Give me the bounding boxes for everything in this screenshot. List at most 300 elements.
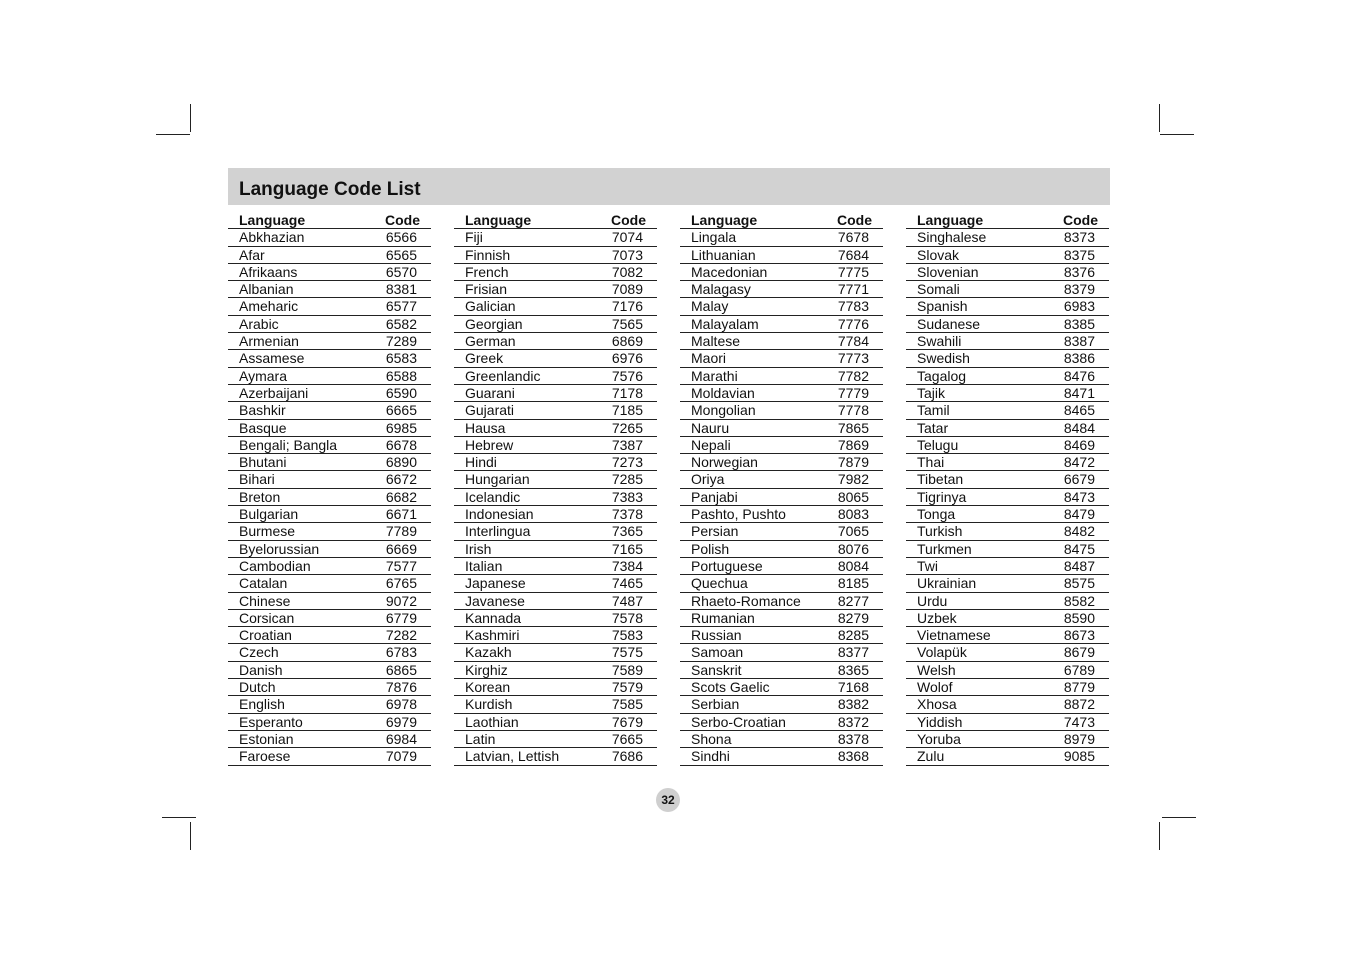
language-code: 7185: [611, 402, 643, 419]
language-code: 7089: [611, 281, 643, 298]
language-name: Malay: [691, 298, 729, 315]
table-row: [906, 627, 1109, 644]
table-row: [454, 627, 657, 644]
language-name: Hebrew: [465, 436, 514, 453]
table-column: [680, 212, 883, 766]
language-code: 7982: [837, 471, 869, 488]
language-code: 7773: [837, 350, 869, 367]
language-name: Tatar: [917, 419, 949, 436]
language-name: Basque: [239, 419, 287, 436]
language-name: Moldavian: [691, 384, 755, 401]
language-code: 8386: [1063, 350, 1095, 367]
table-row: [228, 247, 431, 264]
language-code: 8465: [1063, 402, 1095, 419]
language-name: Swahili: [917, 333, 962, 350]
language-code: 8471: [1063, 384, 1095, 401]
table-row: [906, 558, 1109, 575]
language-code: 7285: [611, 471, 643, 488]
table-row: [680, 644, 883, 661]
table-row: [228, 593, 431, 610]
language-code: 7065: [837, 523, 869, 540]
language-name: Turkmen: [917, 540, 972, 557]
language-name: Tonga: [917, 506, 956, 523]
table-row: [680, 714, 883, 731]
table-row: [454, 696, 657, 713]
language-name: Burmese: [239, 523, 296, 540]
language-code: 8381: [385, 281, 417, 298]
table-row: [906, 229, 1109, 246]
language-code: 6682: [385, 488, 417, 505]
language-name: Kannada: [465, 609, 522, 626]
language-name: Afar: [239, 246, 265, 263]
column-header: [228, 212, 431, 229]
language-name: Corsican: [239, 609, 295, 626]
language-code: 7487: [611, 592, 643, 609]
language-code: 7465: [611, 575, 643, 592]
language-code: 7784: [837, 333, 869, 350]
table-row: [228, 368, 431, 385]
language-name: Malayalam: [691, 315, 759, 332]
language-code: 8375: [1063, 246, 1095, 263]
table-row: [228, 454, 431, 471]
language-code: 7686: [611, 748, 643, 765]
language-code: 7577: [385, 557, 417, 574]
language-name: Abkhazian: [239, 229, 305, 246]
language-name: Lingala: [691, 229, 737, 246]
language-code: 6669: [385, 540, 417, 557]
table-row: [454, 662, 657, 679]
language-code: 7583: [611, 627, 643, 644]
table-row: [906, 731, 1109, 748]
language-name: Cambodian: [239, 557, 311, 574]
table-row: [454, 610, 657, 627]
language-name: Indonesian: [465, 506, 534, 523]
language-code: 6582: [385, 315, 417, 332]
table-row: [680, 471, 883, 488]
language-name: Danish: [239, 661, 283, 678]
table-row: [228, 281, 431, 298]
language-code: 7565: [611, 315, 643, 332]
language-name: Singhalese: [917, 229, 987, 246]
language-code: 6789: [1063, 661, 1095, 678]
header-code: Code: [611, 212, 646, 228]
language-code: 7578: [611, 609, 643, 626]
table-row: [454, 264, 657, 281]
table-column: [454, 212, 657, 766]
language-name: Icelandic: [465, 488, 521, 505]
language-name: Greenlandic: [465, 367, 541, 384]
language-name: Urdu: [917, 592, 948, 609]
language-name: Somali: [917, 281, 960, 298]
language-name: Tagalog: [917, 367, 967, 384]
table-row: [454, 471, 657, 488]
table-row: [906, 385, 1109, 402]
table-row: [906, 316, 1109, 333]
column-header: [906, 212, 1109, 229]
language-code: 7775: [837, 263, 869, 280]
table-row: [906, 298, 1109, 315]
language-code: 8872: [1063, 696, 1095, 713]
language-name: German: [465, 333, 516, 350]
language-code: 8387: [1063, 333, 1095, 350]
column-header: [680, 212, 883, 229]
language-name: Estonian: [239, 730, 294, 747]
table-row: [906, 368, 1109, 385]
table-row: [454, 454, 657, 471]
table-row: [906, 644, 1109, 661]
language-code: 8979: [1063, 730, 1095, 747]
table-row: [454, 541, 657, 558]
table-row: [454, 247, 657, 264]
language-code: 6783: [385, 644, 417, 661]
table-row: [680, 575, 883, 592]
language-code: 6679: [1063, 471, 1095, 488]
table-row: [680, 385, 883, 402]
header-code: Code: [385, 212, 420, 228]
language-code: 8473: [1063, 488, 1095, 505]
language-code: 7865: [837, 419, 869, 436]
language-code: 8582: [1063, 592, 1095, 609]
language-code: 8372: [837, 713, 869, 730]
table-row: [454, 281, 657, 298]
language-name: Bashkir: [239, 402, 286, 419]
language-code: 8378: [837, 730, 869, 747]
crop-mark: [1160, 134, 1194, 135]
language-name: Rumanian: [691, 609, 755, 626]
table-row: [680, 523, 883, 540]
table-row: [680, 368, 883, 385]
crop-mark: [162, 817, 196, 818]
language-code: 7771: [837, 281, 869, 298]
table-row: [680, 316, 883, 333]
language-name: Sanskrit: [691, 661, 742, 678]
language-name: Dutch: [239, 679, 276, 696]
language-name: Quechua: [691, 575, 748, 592]
language-code: 7783: [837, 298, 869, 315]
language-name: Serbian: [691, 696, 740, 713]
table-row: [680, 281, 883, 298]
language-code: 8084: [837, 557, 869, 574]
header-language: Language: [239, 212, 306, 228]
language-name: Frisian: [465, 281, 508, 298]
table-row: [228, 333, 431, 350]
language-code: 7265: [611, 419, 643, 436]
language-name: Hungarian: [465, 471, 530, 488]
language-name: Panjabi: [691, 488, 738, 505]
language-code: 8285: [837, 627, 869, 644]
language-code: 7779: [837, 384, 869, 401]
language-code: 6779: [385, 609, 417, 626]
table-row: [680, 731, 883, 748]
table-row: [906, 593, 1109, 610]
language-code: 8475: [1063, 540, 1095, 557]
language-name: Aymara: [239, 367, 287, 384]
table-row: [454, 316, 657, 333]
language-name: Javanese: [465, 592, 525, 609]
language-code: 7178: [611, 384, 643, 401]
language-code: 9072: [385, 592, 417, 609]
language-name: Zulu: [917, 748, 945, 765]
language-name: Albanian: [239, 281, 294, 298]
language-code: 7282: [385, 627, 417, 644]
language-code: 6985: [385, 419, 417, 436]
table-row: [680, 420, 883, 437]
table-row: [680, 748, 883, 765]
language-name: Sudanese: [917, 315, 981, 332]
language-code: 7168: [837, 679, 869, 696]
language-code: 6678: [385, 436, 417, 453]
language-name: Chinese: [239, 592, 291, 609]
language-code: 8368: [837, 748, 869, 765]
table-row: [680, 696, 883, 713]
language-name: Turkish: [917, 523, 963, 540]
table-row: [228, 316, 431, 333]
language-name: Japanese: [465, 575, 526, 592]
table-row: [906, 662, 1109, 679]
language-code: 7585: [611, 696, 643, 713]
language-name: Norwegian: [691, 454, 758, 471]
language-name: Afrikaans: [239, 263, 298, 280]
language-code: 6978: [385, 696, 417, 713]
table-row: [454, 575, 657, 592]
language-name: Persian: [691, 523, 739, 540]
language-code: 7579: [611, 679, 643, 696]
language-code: 6984: [385, 730, 417, 747]
language-code: 7778: [837, 402, 869, 419]
language-name: Irish: [465, 540, 492, 557]
table-row: [906, 523, 1109, 540]
language-code: 7869: [837, 436, 869, 453]
table-row: [680, 489, 883, 506]
language-code: 8476: [1063, 367, 1095, 384]
language-name: Fiji: [465, 229, 483, 246]
language-code: 8382: [837, 696, 869, 713]
language-name: Azerbaijani: [239, 384, 309, 401]
language-name: Lithuanian: [691, 246, 756, 263]
language-code: 7575: [611, 644, 643, 661]
table-row: [454, 333, 657, 350]
table-row: [906, 748, 1109, 765]
language-code: 6665: [385, 402, 417, 419]
language-code: 6671: [385, 506, 417, 523]
language-name: Swedish: [917, 350, 970, 367]
header-language: Language: [917, 212, 984, 228]
table-row: [906, 264, 1109, 281]
header-language: Language: [691, 212, 758, 228]
language-code: 7678: [837, 229, 869, 246]
table-row: [680, 454, 883, 471]
table-row: [680, 333, 883, 350]
language-code: 8376: [1063, 263, 1095, 280]
language-code: 8472: [1063, 454, 1095, 471]
language-name: Greek: [465, 350, 504, 367]
language-code: 7679: [611, 713, 643, 730]
table-row: [228, 385, 431, 402]
crop-mark: [156, 134, 190, 135]
table-row: [680, 264, 883, 281]
crop-mark: [1159, 822, 1160, 850]
table-row: [228, 229, 431, 246]
language-name: Georgian: [465, 315, 523, 332]
language-name: Ukrainian: [917, 575, 977, 592]
table-row: [906, 575, 1109, 592]
language-code: 6865: [385, 661, 417, 678]
table-row: [680, 247, 883, 264]
table-row: [228, 644, 431, 661]
language-code: 8185: [837, 575, 869, 592]
table-row: [228, 696, 431, 713]
language-code: 7378: [611, 506, 643, 523]
table-row: [454, 420, 657, 437]
language-code: 8083: [837, 506, 869, 523]
table-row: [228, 523, 431, 540]
crop-mark: [1159, 104, 1160, 132]
language-name: Shona: [691, 730, 732, 747]
table-row: [454, 593, 657, 610]
table-row: [228, 748, 431, 765]
language-name: Galician: [465, 298, 516, 315]
language-code: 8673: [1063, 627, 1095, 644]
language-code: 7289: [385, 333, 417, 350]
header-code: Code: [837, 212, 872, 228]
language-code: 6983: [1063, 298, 1095, 315]
language-name: Bihari: [239, 471, 275, 488]
table-row: [454, 679, 657, 696]
language-name: Faroese: [239, 748, 291, 765]
header-code: Code: [1063, 212, 1098, 228]
table-row: [680, 593, 883, 610]
language-code: 7665: [611, 730, 643, 747]
language-code: 7782: [837, 367, 869, 384]
table-row: [228, 350, 431, 367]
language-name: Malagasy: [691, 281, 751, 298]
language-name: Nauru: [691, 419, 730, 436]
language-code: 6869: [611, 333, 643, 350]
language-name: Vietnamese: [917, 627, 991, 644]
language-name: Bhutani: [239, 454, 287, 471]
table-row: [228, 471, 431, 488]
table-row: [454, 437, 657, 454]
table-row: [228, 575, 431, 592]
table-row: [680, 627, 883, 644]
table-column: [228, 212, 431, 766]
language-code: 7789: [385, 523, 417, 540]
table-row: [906, 420, 1109, 437]
language-name: Welsh: [917, 661, 956, 678]
table-row: [906, 489, 1109, 506]
table-row: [680, 679, 883, 696]
language-name: Twi: [917, 557, 938, 574]
language-code: 7365: [611, 523, 643, 540]
table-row: [906, 247, 1109, 264]
language-name: Russian: [691, 627, 742, 644]
table-row: [906, 281, 1109, 298]
language-name: Croatian: [239, 627, 292, 644]
language-name: Tamil: [917, 402, 950, 419]
table-row: [906, 541, 1109, 558]
language-name: Italian: [465, 557, 503, 574]
language-name: Hausa: [465, 419, 506, 436]
table-row: [228, 731, 431, 748]
language-name: Uzbek: [917, 609, 957, 626]
language-name: Marathi: [691, 367, 738, 384]
language-code: 8779: [1063, 679, 1095, 696]
table-row: [906, 350, 1109, 367]
table-row: [454, 489, 657, 506]
table-row: [680, 298, 883, 315]
table-row: [680, 350, 883, 367]
language-code: 7879: [837, 454, 869, 471]
table-row: [228, 662, 431, 679]
language-code: 6577: [385, 298, 417, 315]
table-row: [454, 402, 657, 419]
table-row: [454, 748, 657, 765]
language-name: English: [239, 696, 285, 713]
table-row: [228, 489, 431, 506]
table-row: [454, 298, 657, 315]
language-code: 7387: [611, 436, 643, 453]
language-code: 8479: [1063, 506, 1095, 523]
table-row: [680, 541, 883, 558]
table-row: [228, 610, 431, 627]
language-code: 6588: [385, 367, 417, 384]
language-name: Hindi: [465, 454, 497, 471]
language-name: Czech: [239, 644, 279, 661]
table-row: [680, 558, 883, 575]
language-name: Ameharic: [239, 298, 299, 315]
language-code: 7074: [611, 229, 643, 246]
table-row: [454, 644, 657, 661]
language-name: Finnish: [465, 246, 511, 263]
language-name: Slovak: [917, 246, 960, 263]
language-name: Kazakh: [465, 644, 512, 661]
language-code: 8279: [837, 609, 869, 626]
language-code: 6672: [385, 471, 417, 488]
language-name: Polish: [691, 540, 730, 557]
language-code: 6566: [385, 229, 417, 246]
table-row: [454, 731, 657, 748]
table-row: [454, 368, 657, 385]
language-code: 8076: [837, 540, 869, 557]
table-row: [906, 610, 1109, 627]
table-row: [454, 350, 657, 367]
language-code: 8277: [837, 592, 869, 609]
language-code: 8365: [837, 661, 869, 678]
table-row: [906, 333, 1109, 350]
language-name: Guarani: [465, 384, 515, 401]
column-header: [454, 212, 657, 229]
language-code: 8469: [1063, 436, 1095, 453]
language-code: 8385: [1063, 315, 1095, 332]
language-name: Sindhi: [691, 748, 730, 765]
language-code: 7073: [611, 246, 643, 263]
language-code: 7776: [837, 315, 869, 332]
language-code: 7589: [611, 661, 643, 678]
language-name: Arabic: [239, 315, 279, 332]
table-row: [680, 662, 883, 679]
language-name: Byelorussian: [239, 540, 320, 557]
language-name: Yoruba: [917, 730, 961, 747]
language-name: Gujarati: [465, 402, 515, 419]
language-name: Latvian, Lettish: [465, 748, 560, 765]
crop-mark: [190, 822, 191, 850]
language-code: 6765: [385, 575, 417, 592]
crop-mark: [190, 104, 191, 132]
language-code: 8487: [1063, 557, 1095, 574]
page-title: Language Code List: [239, 179, 421, 200]
language-code: 6890: [385, 454, 417, 471]
language-name: Assamese: [239, 350, 305, 367]
